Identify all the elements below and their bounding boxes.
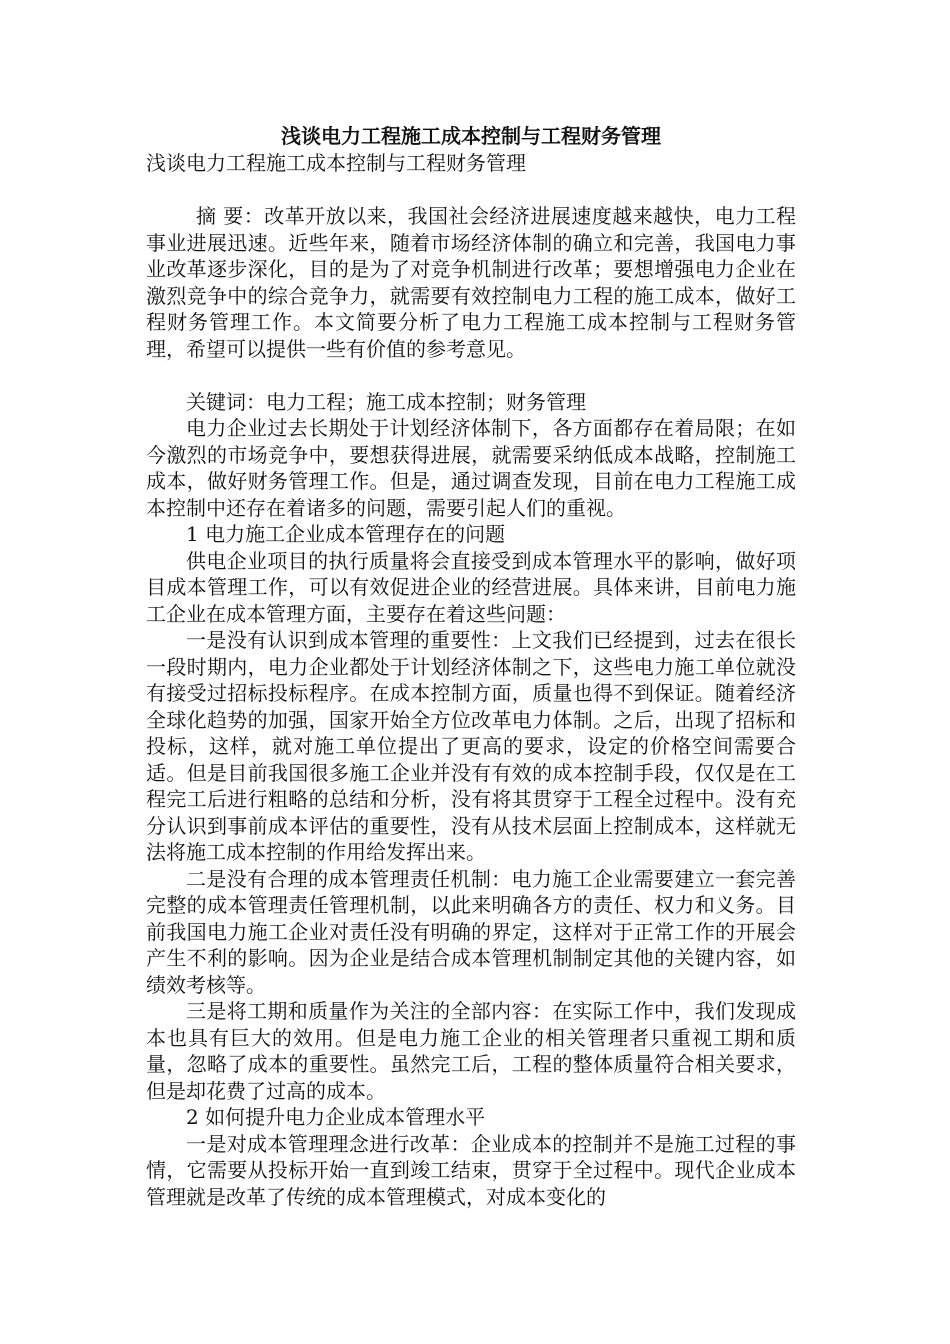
- section-1-paragraph-2: 二是没有合理的成本管理责任机制：电力施工企业需要建立一套完善完整的成本管理责任管理机制，以此来明确各方的责任、权力和义务。目前我国电力施工企业对责任没有明确的界定，这样对于正常工作的开展会产生不利的影响。因为企业是结合成本管理机制制定其他的关键内容，如绩效考核等。: [146, 866, 796, 997]
- spacer: [146, 362, 796, 389]
- section-2-heading: 2 如何提升电力企业成本管理水平: [186, 1105, 486, 1129]
- section-1-paragraph-3: 三是将工期和质量作为关注的全部内容：在实际工作中，我们发现成本也具有巨大的效用。但是电力施工企业的相关管理者只重视工期和质量，忽略了成本的重要性。虽然完工后，工程的整体质量符合相关要求，但是却花费了过高的成本。: [146, 999, 796, 1103]
- keywords-line: 关键词：电力工程；施工成本控制；财务管理: [186, 389, 586, 414]
- section-1-heading: 1 电力施工企业成本管理存在的问题: [186, 522, 506, 546]
- section-1-intro-paragraph: 供电企业项目的执行质量将会直接受到成本管理水平的影响，做好项目成本管理工作，可以有效促进企业的经营进展。具体来讲，目前电力施工企业在成本管理方面，主要存在着这些问题：: [146, 548, 796, 626]
- intro-paragraph: 电力企业过去长期处于计划经济体制下，各方面都存在着局限；在如今激烈的市场竞争中，要想获得进展，就需要采纳低成本战略，控制施工成本，做好财务管理工作。但是，通过调查发现，目前在电力工程施工成本控制中还存在着诸多的问题，需要引起人们的重视。: [146, 416, 796, 520]
- document-title: 浅谈电力工程施工成本控制与工程财务管理: [281, 124, 661, 148]
- spacer: [146, 177, 796, 204]
- document-page: [146, 122, 796, 1210]
- abstract-paragraph: 摘 要：改革开放以来，我国社会经济进展速度越来越快，电力工程事业进展迅速。近些年来，随着市场经济体制的确立和完善，我国电力事业改革逐步深化，目的是为了对竞争机制进行改革；要想增强电力企业在激烈竞争中的综合竞争力，就需要有效控制电力工程的施工成本，做好工程财务管理工作。本文简要分析了电力工程施工成本控制与工程财务管理，希望可以提供一些有价值的参考意见。: [146, 204, 796, 361]
- document-subtitle: 浅谈电力工程施工成本控制与工程财务管理: [146, 151, 526, 175]
- section-1-paragraph-1: 一是没有认识到成本管理的重要性：上文我们已经提到，过去在很长一段时期内，电力企业都处于计划经济体制之下，这些电力施工单位就没有接受过招标投标程序。在成本控制方面，质量也得不到保证。随着经济全球化趋势的加强，国家开始全方位改革电力体制。之后，出现了招标和投标，这样，就对施工单位提出了更高的要求，设定的价格空间需要合适。但是目前我国很多施工企业并没有有效的成本控制手段，仅仅是在工程完工后进行粗略的总结和分析，没有将其贯穿于工程全过程中。没有充分认识到事前成本评估的重要性，没有从技术层面上控制成本，这样就无法将施工成本控制的作用给发挥出来。: [146, 628, 796, 864]
- section-2-paragraph-1: 一是对成本管理理念进行改革：企业成本的控制并不是施工过程的事情，它需要从投标开始一直到竣工结束，贯穿于全过程中。现代企业成本管理就是改革了传统的成本管理模式，对成本变化的: [146, 1131, 796, 1209]
